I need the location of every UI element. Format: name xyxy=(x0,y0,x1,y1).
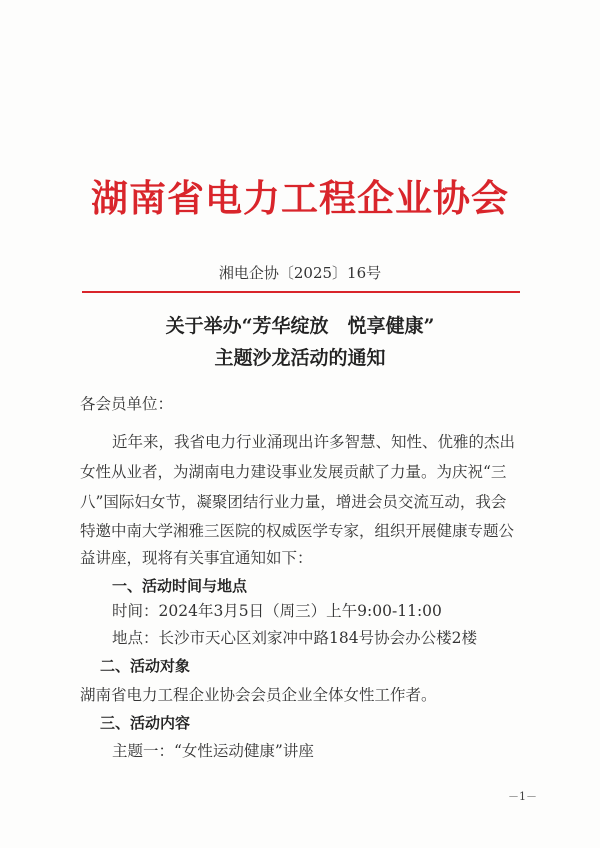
intro-paragraph-line: 八”国际妇女节，凝聚团结行业力量，增进会员交流互动，我会 xyxy=(80,493,507,511)
event-target: 湖南省电力工程企业协会会员企业全体女性工作者。 xyxy=(80,686,437,704)
section-heading-target: 二、活动对象 xyxy=(100,657,191,675)
event-time: 时间：2024年3月5日（周三）上午9:00-11:00 xyxy=(112,602,442,620)
intro-paragraph-line: 特邀中南大学湘雅三医院的权威医学专家，组织开展健康专题公 xyxy=(80,522,515,540)
organization-header-title: 湖南省电力工程企业协会 xyxy=(91,177,509,220)
salutation: 各会员单位： xyxy=(80,395,174,413)
red-divider-line xyxy=(82,291,520,293)
intro-paragraph-line: 近年来，我省电力行业涌现出许多智慧、知性、优雅的杰出 xyxy=(112,433,516,451)
event-location: 地点：长沙市天心区刘家冲中路184号协会办公楼2楼 xyxy=(112,629,477,647)
topic-one: 主题一：“女性运动健康”讲座 xyxy=(112,742,314,760)
page-number: －1－ xyxy=(508,790,537,803)
document-number: 湘电企协〔2025〕16号 xyxy=(218,264,382,282)
section-heading-content: 三、活动内容 xyxy=(100,714,191,732)
notice-title-line-2: 主题沙龙活动的通知 xyxy=(214,347,386,369)
section-heading-time-location: 一、活动时间与地点 xyxy=(112,577,248,595)
notice-title-line-1: 关于举办“芳华绽放 悦享健康” xyxy=(165,315,435,337)
intro-paragraph-line: 女性从业者，为湖南电力建设事业发展贡献了力量。为庆祝“三 xyxy=(80,463,507,481)
intro-paragraph-line: 益讲座，现将有关事宜通知如下： xyxy=(80,549,313,567)
